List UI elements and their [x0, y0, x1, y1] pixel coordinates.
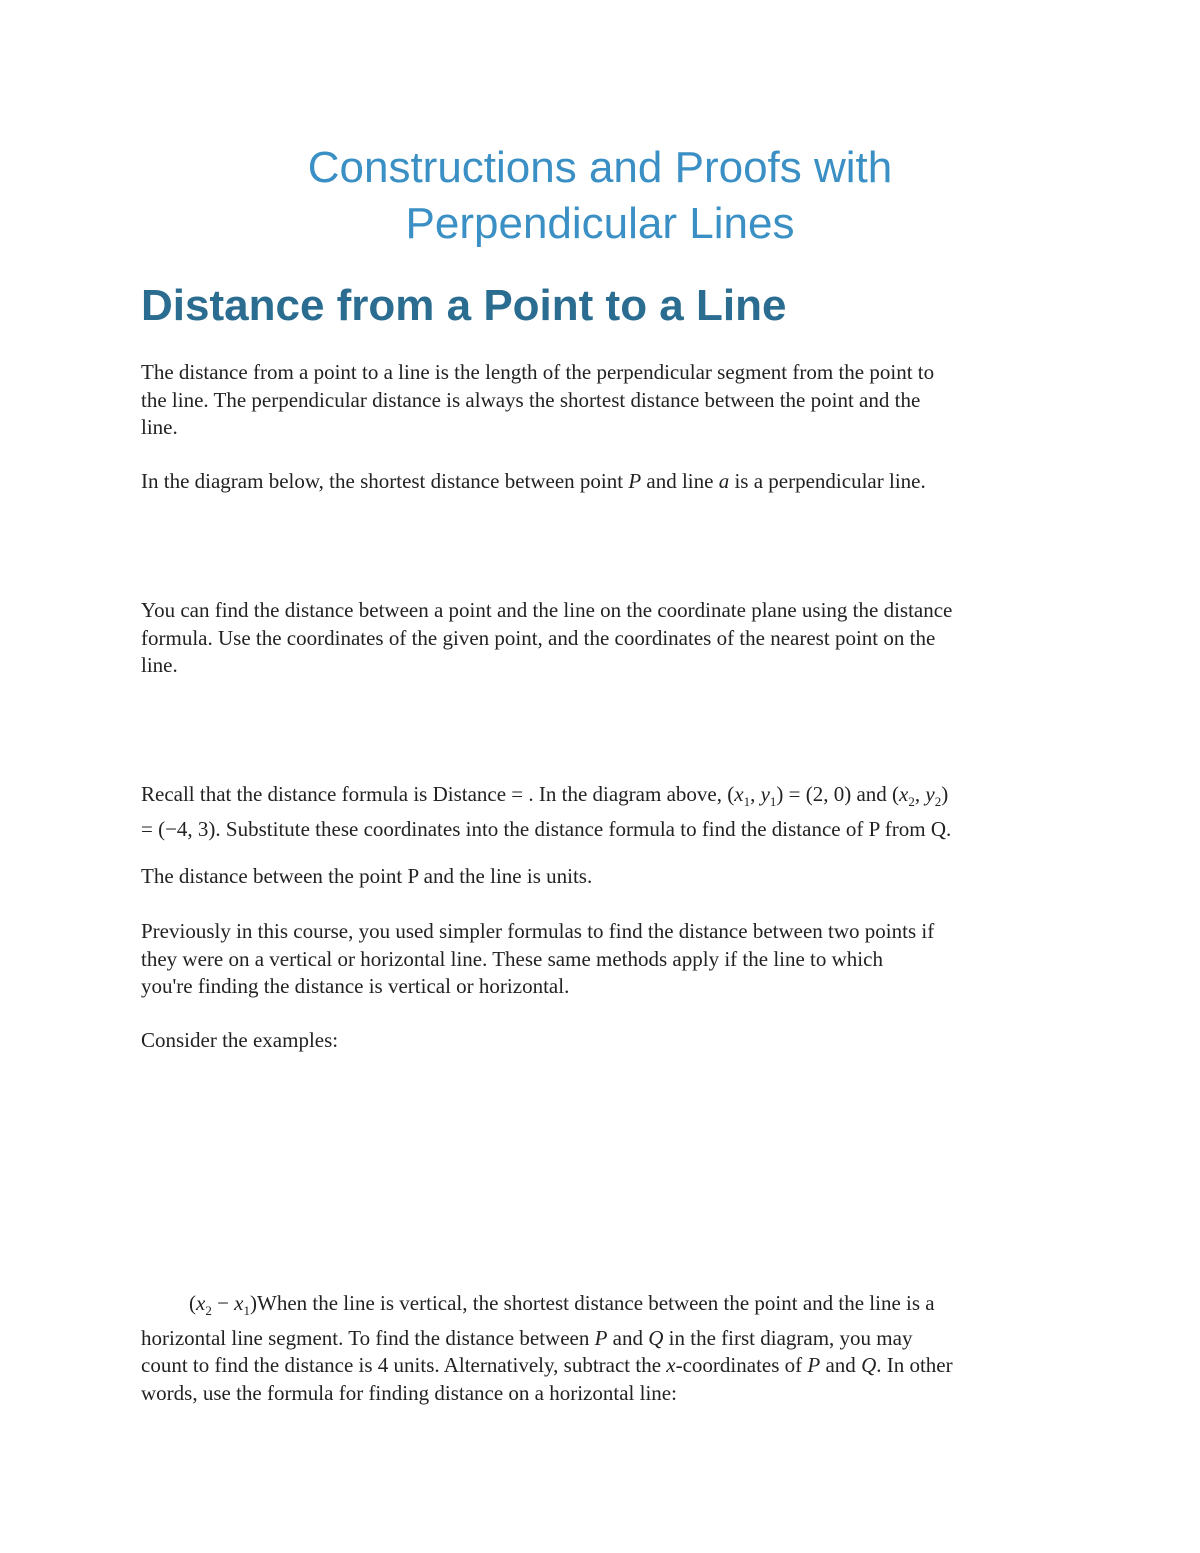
paragraph-line	[141, 1352, 1066, 1380]
paragraph-line: you're finding the distance is vertical or horizontal.	[141, 974, 570, 998]
point-q-label: Q	[648, 1325, 664, 1350]
text-run: ) = (2, 0) and (	[776, 782, 900, 806]
var-x: x	[234, 1291, 244, 1315]
text-run: )	[250, 1291, 257, 1315]
paragraph-line: The distance between the point P and the line is units.	[141, 864, 593, 888]
var-y: y	[925, 782, 935, 806]
section-heading: Distance from a Point to a Line	[141, 281, 787, 330]
paragraph-consider-examples	[141, 1027, 1066, 1055]
text-run: and	[607, 1325, 649, 1350]
paragraph-definition	[141, 359, 1066, 442]
text-run: count to find the distance is 4 units. Alternatively, subtract the	[141, 1353, 667, 1378]
text-run: is a perpendicular line.	[729, 469, 926, 493]
paragraph-line: Consider the examples:	[141, 1028, 339, 1052]
text-run: and line	[641, 469, 719, 493]
text-run: −	[211, 1291, 235, 1315]
paragraph-line: = (−4, 3). Substitute these coordinates into the distance formula to find the distance of P from Q.	[141, 816, 952, 841]
text-run: (	[189, 1291, 196, 1315]
paragraph-line: Previously in this course, you used simpler formulas to find the distance between two points if	[141, 919, 935, 943]
subscript: 2	[934, 794, 942, 810]
title-line-2: Perpendicular Lines	[405, 199, 795, 248]
title-line-1: Constructions and Proofs with	[307, 143, 893, 192]
var-x: x	[666, 1353, 676, 1378]
paragraph-distance-result	[141, 863, 1066, 891]
text-run: and	[820, 1353, 862, 1378]
paragraph-line: words, use the formula for finding distance on a horizontal line:	[141, 1380, 677, 1405]
paragraph-line: formula. Use the coordinates of the given point, and the coordinates of the nearest point on the	[141, 625, 936, 650]
var-x: x	[196, 1291, 206, 1315]
paragraph-line: You can find the distance between a point and the line on the coordinate plane using the distance	[141, 598, 953, 622]
text-run: )	[941, 782, 949, 806]
paragraph-diagram-intro	[141, 468, 1066, 496]
text-run: In the diagram below, the shortest distance between point	[141, 469, 629, 493]
paragraph-line	[141, 1325, 1066, 1353]
paragraph-line: The distance from a point to a line is the length of the perpendicular segment from the point to	[141, 360, 935, 384]
subscript: 1	[743, 794, 751, 810]
subscript: 1	[243, 1303, 250, 1319]
text-run: . In other	[876, 1353, 953, 1378]
text-run: -coordinates of	[675, 1353, 808, 1378]
text-run: ,	[750, 782, 761, 806]
subscript: 1	[769, 794, 777, 810]
line-a-label: a	[718, 469, 730, 493]
point-p-label: P	[807, 1353, 821, 1378]
paragraph-vertical-line	[141, 1290, 1066, 1407]
point-p-label: P	[594, 1325, 608, 1350]
paragraph-simpler-formulas	[141, 918, 1066, 1001]
text-run: When the line is vertical, the shortest distance between the point and the line is a	[257, 1291, 935, 1315]
paragraph-coordinate-plane	[141, 597, 1066, 680]
paragraph-line: line.	[141, 653, 178, 677]
subscript: 2	[908, 794, 915, 810]
paragraph-line: the line. The perpendicular distance is always the shortest distance between the point and the	[141, 387, 921, 412]
paragraph-line: they were on a vertical or horizontal line. These same methods apply if the line to which	[141, 946, 883, 971]
text-run: ,	[914, 782, 926, 806]
paragraph-line: line.	[141, 415, 178, 439]
document-title	[140, 140, 1060, 252]
paragraph-line	[141, 1290, 1066, 1325]
point-q-label: Q	[861, 1353, 877, 1378]
text-run: horizontal line segment. To find the distance between	[141, 1325, 595, 1350]
paragraph-line	[141, 781, 1066, 816]
var-x: x	[899, 782, 909, 806]
paragraph-distance-formula	[141, 781, 1066, 843]
var-y: y	[760, 782, 770, 806]
subscript: 2	[205, 1303, 212, 1319]
point-p-label: P	[628, 469, 642, 493]
paragraph-line	[141, 468, 1066, 496]
text-run: Recall that the distance formula is Distance = . In the diagram above, (	[141, 782, 735, 806]
var-x: x	[734, 782, 744, 806]
text-run: in the first diagram, you may	[663, 1325, 913, 1350]
